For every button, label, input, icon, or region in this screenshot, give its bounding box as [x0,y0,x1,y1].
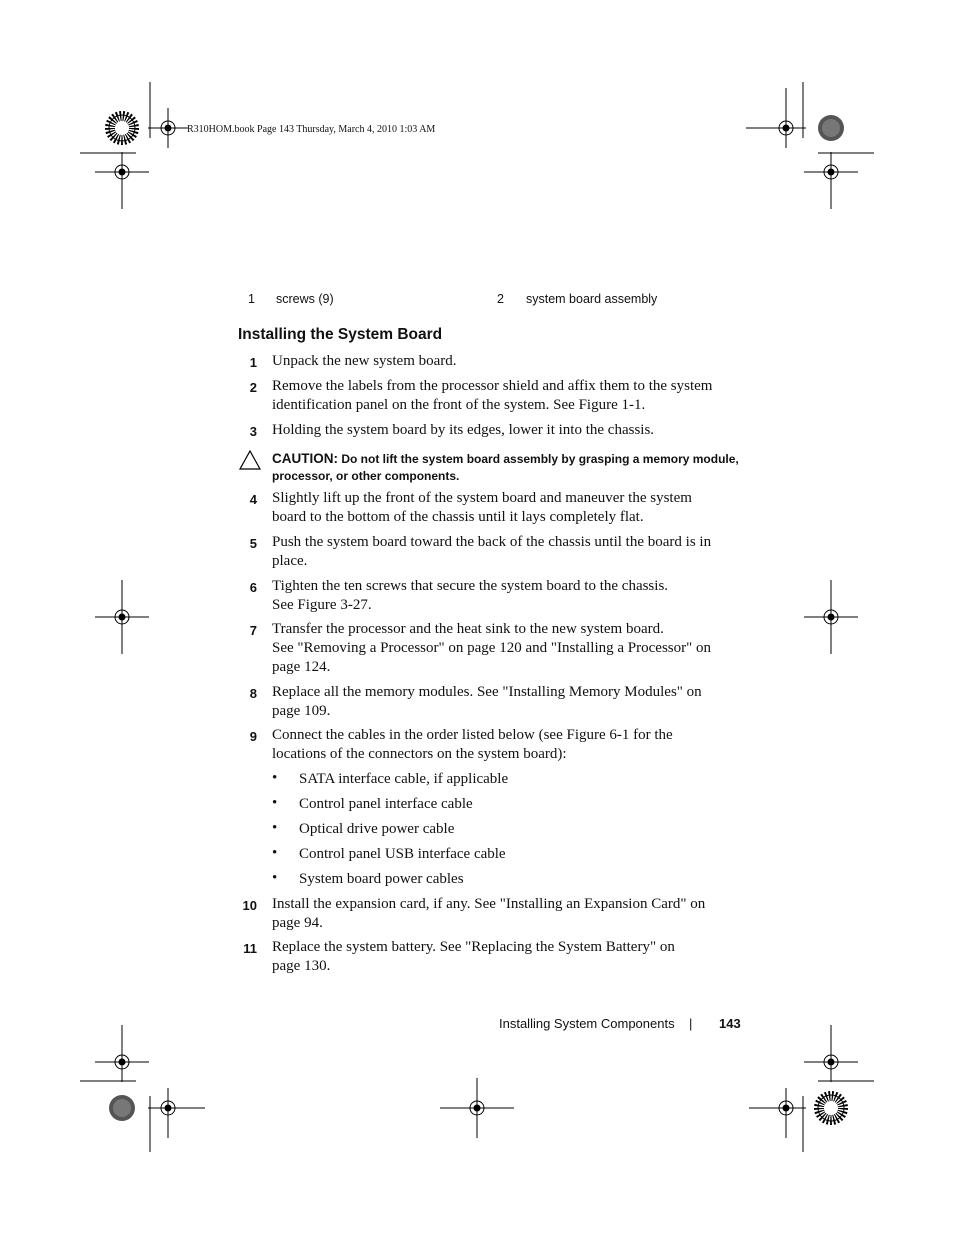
legend-num-2: 2 [497,292,504,306]
step-text [272,489,742,527]
step-line: Replace the system battery. See "Replacing the System Battery" on [272,939,675,955]
step-line: identification panel on the front of the system. See Figure 1-1. [272,397,646,413]
warning-triangle-icon [238,449,262,471]
legend-label-1: screws (9) [276,292,334,306]
book-info-header: R310HOM.book Page 143 Thursday, March 4, 2010 1:03 AM [187,124,436,135]
section-heading: Installing the System Board [238,326,443,343]
step-line: page 94. [272,915,323,931]
step-line: Push the system board toward the back of the chassis until the board is in [272,534,712,550]
step-line: place. [272,553,308,569]
bullet-icon: • [272,770,278,786]
step-number: 4 [249,492,257,507]
step-text [272,726,742,764]
step-text [272,683,742,721]
step-line: page 130. [272,958,331,974]
step-text [272,938,742,976]
step-line: Holding the system board by its edges, lower it into the chassis. [272,422,655,438]
footer-chapter: Installing System Components [499,1016,675,1031]
bullet-icon: • [272,795,278,811]
step-line: Connect the cables in the order listed below (see Figure 6-1 for the [272,727,673,743]
step-line: Unpack the new system board. [272,353,457,369]
list-item: Optical drive power cable [299,821,455,837]
step-line: Tighten the ten screws that secure the system board to the chassis. [272,578,669,594]
caution-line-2: processor, or other components. [272,469,460,483]
step-text [272,620,742,677]
step-number: 5 [249,536,257,551]
step-number: 2 [249,380,257,395]
caution-note [272,450,742,485]
step-line: board to the bottom of the chassis until it lays completely flat. [272,509,644,525]
bullet-icon: • [272,820,278,836]
list-item: System board power cables [299,871,464,887]
step-line: page 124. [272,659,331,675]
step-line: Transfer the processor and the heat sink to the new system board. [272,621,664,637]
step-number: 3 [249,424,257,439]
step-text [272,577,742,615]
step-number: 8 [249,686,257,701]
step-line: locations of the connectors on the system board): [272,746,567,762]
step-number: 11 [243,941,257,956]
step-number: 6 [249,580,257,595]
step-number: 1 [249,355,257,370]
caution-keyword: CAUTION: [272,451,338,466]
legend-label-2: system board assembly [526,292,658,306]
step-line: Replace all the memory modules. See "Installing Memory Modules" on [272,684,702,700]
step-number: 10 [242,898,257,913]
step-line: Install the expansion card, if any. See "Installing an Expansion Card" on [272,896,706,912]
step-number: 7 [249,623,257,638]
step-number: 9 [249,729,257,744]
step-text [272,421,742,440]
footer-separator: | [689,1016,693,1031]
step-text [272,352,742,371]
list-item: Control panel interface cable [299,796,473,812]
step-line: page 109. [272,703,331,719]
bullet-icon: • [272,845,278,861]
list-item: SATA interface cable, if applicable [299,771,509,787]
step-line: Slightly lift up the front of the system board and maneuver the system [272,490,692,506]
step-line: Remove the labels from the processor shield and affix them to the system [272,378,713,394]
caution-line-1: Do not lift the system board assembly by grasping a memory module, [341,452,739,466]
bullet-icon: • [272,870,278,886]
legend-num-1: 1 [248,292,255,306]
list-item: Control panel USB interface cable [299,846,506,862]
step-text [272,377,742,415]
step-line: See Figure 3-27. [272,597,372,613]
page-number: 143 [719,1016,741,1031]
step-text [272,533,742,571]
step-line: See "Removing a Processor" on page 120 and "Installing a Processor" on [272,640,711,656]
step-text [272,895,742,933]
